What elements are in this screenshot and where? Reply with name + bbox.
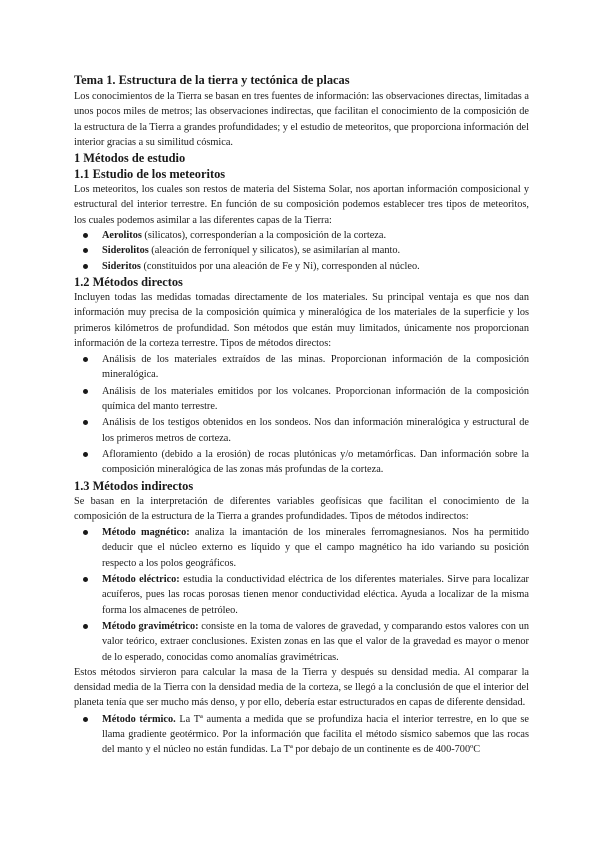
list-item: Método térmico. La Tª aumenta a medida que se profundiza hacia el interior terrestre, en lo que se llama gradiente geotérmico. Por la información que facilita el método sísmico sabemos que las rocas del manto y el núcleo no están fundidas. La Tª por debajo de un continente es de 400-700ºC bbox=[81, 712, 529, 758]
list-item: Método eléctrico: estudia la conductividad eléctrica de los diferentes materiales. Sirve para localizar acuíferos, pues las rocas porosas tienen menor conductividad eléctica. Ayuda a localizar de la misma forma los almacenes de petróleo. bbox=[81, 572, 529, 618]
bullet-icon bbox=[83, 248, 88, 253]
bullet-icon bbox=[83, 577, 88, 582]
bullet-icon bbox=[83, 233, 88, 238]
list-item: Análisis de los materiales extraídos de las minas. Proporcionan información de la composición mineralógica. bbox=[81, 352, 529, 383]
direct-methods-list bbox=[74, 352, 529, 477]
section-heading-1-1: 1.1 Estudio de los meteoritos bbox=[74, 167, 226, 182]
list-item: Análisis de los materiales emitidos por los volcanes. Proporcionan información de la composición química del manto terrestre. bbox=[81, 384, 529, 415]
bullet-icon bbox=[83, 717, 88, 722]
bullet-icon bbox=[83, 420, 88, 425]
bullet-icon bbox=[83, 530, 88, 535]
meteorite-types-list bbox=[74, 228, 529, 274]
bullet-icon bbox=[83, 389, 88, 394]
list-item: Sideritos (constituidos por una aleación de Fe y Ni), corresponden al núcleo. bbox=[81, 259, 529, 274]
bullet-icon bbox=[83, 264, 88, 269]
metodos-directos-paragraph: Incluyen todas las medidas tomadas directamente de los materiales. Su principal ventaja es que nos dan información muy precisa de la composición química y mineralógica de los materiales de la superficie y los primeros kilómetros de profundidad. Son métodos que están muy limitados, únicamente nos proporcionan información de la corteza terrestre. Tipos de métodos directos: bbox=[74, 291, 529, 349]
list-item: Método magnético: analiza la imantación de los minerales ferromagnesianos. Nos ha permitido deducir que el núcleo externo es líquido y que el campo magnético ha ido variando su posición respecto a los polos geográficos. bbox=[81, 525, 529, 571]
list-item: Aerolitos (silicatos), corresponderían a la composición de la corteza. bbox=[81, 228, 529, 243]
indirect-methods-list bbox=[74, 525, 529, 665]
section-heading-1: 1 Métodos de estudio bbox=[74, 151, 186, 166]
section-heading-1-3: 1.3 Métodos indirectos bbox=[74, 478, 194, 493]
list-item: Análisis de los testigos obtenidos en los sondeos. Nos dan información mineralógica y estructural de los primeros metros de corteza. bbox=[81, 415, 529, 446]
list-item: Afloramiento (debido a la erosión) de rocas plutónicas y/o metamórficas. Dan información sobre la composición mineralógica de las zonas más profundas de la corteza. bbox=[81, 447, 529, 478]
list-item: Siderolitos (aleación de ferroníquel y silicatos), se asimilarían al manto. bbox=[81, 243, 529, 258]
document-title: Tema 1. Estructura de la tierra y tectónica de placas bbox=[74, 73, 350, 87]
section-heading-1-2: 1.2 Métodos directos bbox=[74, 274, 183, 289]
thermal-method-list bbox=[74, 712, 529, 758]
metodos-indirectos-paragraph: Se basan en la interpretación de diferentes variables geofísicas que facilitan el conocimiento de la composición de la estructura de la Tierra a grandes profundidades. Tipos de métodos indirectos: bbox=[74, 495, 529, 522]
bullet-icon bbox=[83, 357, 88, 362]
densidad-paragraph: Estos métodos sirvieron para calcular la masa de la Tierra y después su densidad media. Al comparar la densidad media de la Tierra con la densidad media de la corteza, se llegó a la conclusión de que el interior del planeta tenía que ser mucho más denso, y por ello, debería estar estructurados en capas de diferente densidad. bbox=[74, 666, 529, 709]
bullet-icon bbox=[83, 624, 88, 629]
bullet-icon bbox=[83, 452, 88, 457]
intro-paragraph: Los conocimientos de la Tierra se basan en tres fuentes de información: las observaciones directas, limitadas a unos pocos miles de metros; las observaciones indirectas, que facilitan el conocimiento de la composición de la estructura de la Tierra a grandes profundidades; y el estudio de meteoritos, que proporciona información del interior gracias a su similitud cósmica. bbox=[74, 91, 529, 148]
list-item: Método gravimétrico: consiste en la toma de valores de gravedad, y comparando estos valores con un valor teórico, extraer conclusiones. Existen zonas en las que el valor de la gravedad es mayor o menor de lo esperado, conocidas como anomalías gravimétricas. bbox=[81, 619, 529, 665]
meteoritos-paragraph: Los meteoritos, los cuales son restos de materia del Sistema Solar, nos aportan información composicional y estructural del interior terrestre. En función de su composición podemos establecer tres tipos de meteoritos, los cuales podemos asimilar a las diferentes capas de la Tierra: bbox=[74, 184, 529, 226]
